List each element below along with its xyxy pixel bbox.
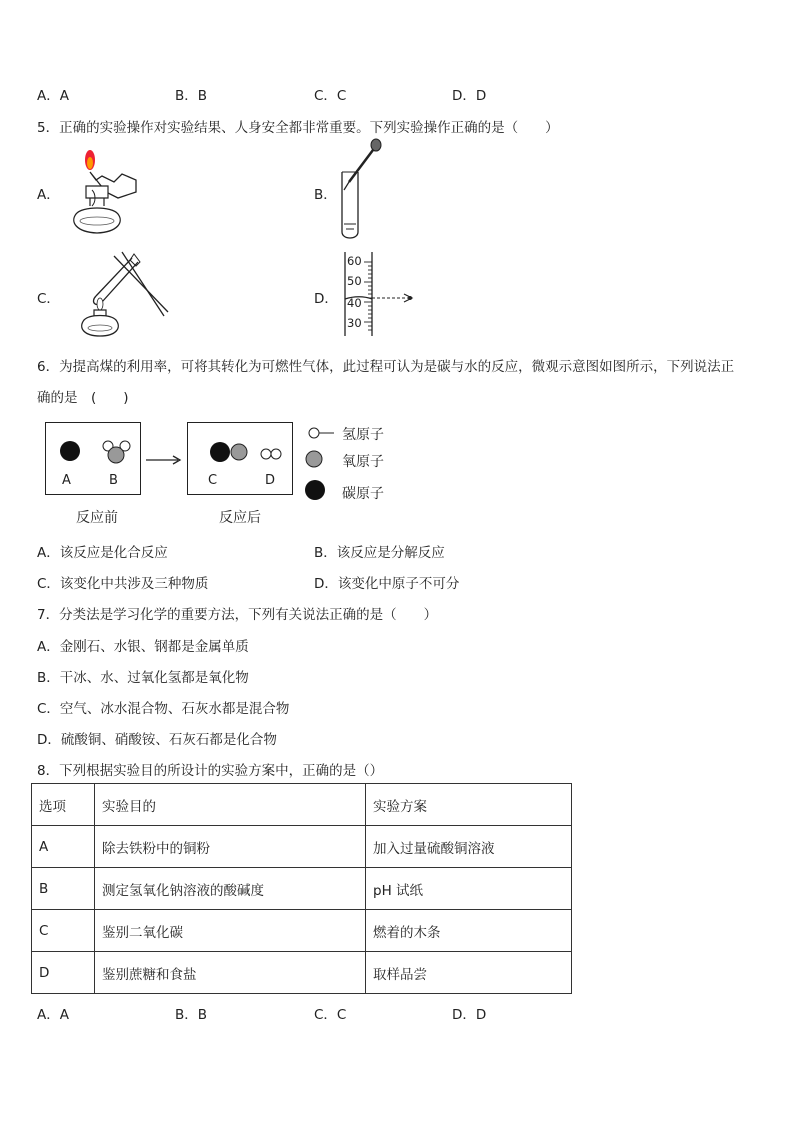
q6-option-d: D．该变化中原子不可分: [314, 576, 460, 592]
q7-option-b: B．干冰、水、过氧化氢都是氧化物: [37, 670, 249, 686]
q8-option-a: A．A: [37, 1007, 69, 1023]
q8-option-c: C．C: [314, 1007, 347, 1023]
q5-label-d: D．: [314, 291, 338, 307]
q6-option-b: B．该反应是分解反应: [314, 545, 445, 561]
table-row: [32, 910, 572, 952]
header-purpose: 实验目的: [95, 784, 366, 826]
legend-carbon: 碳原子: [342, 486, 384, 502]
row-option: D: [32, 952, 95, 994]
molecule-letter-c: C: [208, 473, 218, 488]
row-plan: pH 试纸: [366, 868, 572, 910]
legend-hydrogen: 氢原子: [342, 427, 384, 443]
row-option: A: [32, 826, 95, 868]
row-option: C: [32, 910, 95, 952]
q8-option-b: B．B: [175, 1007, 208, 1023]
before-molecules-image: [46, 423, 140, 494]
experiment-plan-table: [31, 783, 572, 994]
q7-stem: 7．分类法是学习化学的重要方法，下列有关说法正确的是（ ）: [37, 607, 438, 623]
molecule-letter-b: B: [109, 473, 118, 488]
reaction-arrow-icon: [146, 454, 182, 466]
q6-option-a: A．该反应是化合反应: [37, 545, 168, 561]
row-purpose: 测定氢氧化钠溶液的酸碱度: [95, 868, 366, 910]
alcohol-lamp-lighting-image: [62, 146, 148, 238]
before-caption: 反应前: [76, 510, 118, 526]
table-row: [32, 826, 572, 868]
header-plan: 实验方案: [366, 784, 572, 826]
row-purpose: 鉴别蔗糖和食盐: [95, 952, 366, 994]
header-option: 选项: [32, 784, 95, 826]
after-molecules-image: [188, 423, 292, 494]
q5-label-b: B．: [314, 187, 337, 203]
row-option: B: [32, 868, 95, 910]
q8-option-d: D．D: [452, 1007, 487, 1023]
atom-legend-symbols: [304, 422, 340, 504]
q5-label-a: A．: [37, 187, 60, 203]
molecule-letter-d: D: [265, 473, 276, 488]
q4-option-b: B．B: [175, 88, 208, 104]
cylinder-tick-30: 30: [347, 316, 362, 330]
cylinder-tick-40: 40: [347, 296, 362, 310]
molecule-letter-a: A: [62, 473, 71, 488]
q7-option-c: C．空气、冰水混合物、石灰水都是混合物: [37, 701, 290, 717]
after-caption: 反应后: [219, 510, 261, 526]
row-plan: 取样品尝: [366, 952, 572, 994]
table-header-row: [32, 784, 572, 826]
dropper-test-tube-image: [332, 138, 382, 242]
q6-stem-line1: 6．为提高煤的利用率，可将其转化为可燃性气体，此过程可认为是碳与水的反应，微观示意图如图所示，下列说法正: [37, 359, 735, 375]
q4-option-a: A．A: [37, 88, 69, 104]
q6-stem-line2: 确的是 ( ): [37, 390, 129, 406]
q5-label-c: C．: [37, 291, 60, 307]
cylinder-tick-60: 60: [347, 254, 362, 268]
row-plan: 加入过量硫酸铜溶液: [366, 826, 572, 868]
graduated-cylinder-figure: [340, 250, 430, 338]
heating-test-tube-image: [70, 250, 172, 338]
table-row: [32, 952, 572, 994]
reaction-before-box: [45, 422, 141, 495]
cylinder-tick-50: 50: [347, 274, 362, 288]
reaction-after-box: [187, 422, 293, 495]
q4-option-c: C．C: [314, 88, 347, 104]
row-purpose: 鉴别二氧化碳: [95, 910, 366, 952]
q7-option-a: A．金刚石、水银、钢都是金属单质: [37, 639, 249, 655]
q6-option-c: C．该变化中共涉及三种物质: [37, 576, 209, 592]
q4-option-d: D．D: [452, 88, 487, 104]
row-purpose: 除去铁粉中的铜粉: [95, 826, 366, 868]
q7-option-d: D．硫酸铜、硝酸铵、石灰石都是化合物: [37, 732, 277, 748]
table-row: [32, 868, 572, 910]
legend-oxygen: 氧原子: [342, 454, 384, 470]
row-plan: 燃着的木条: [366, 910, 572, 952]
q8-stem: 8．下列根据实验目的所设计的实验方案中，正确的是（）: [37, 763, 384, 779]
q5-stem: 5．正确的实验操作对实验结果、人身安全都非常重要。下列实验操作正确的是（ ）: [37, 120, 559, 136]
